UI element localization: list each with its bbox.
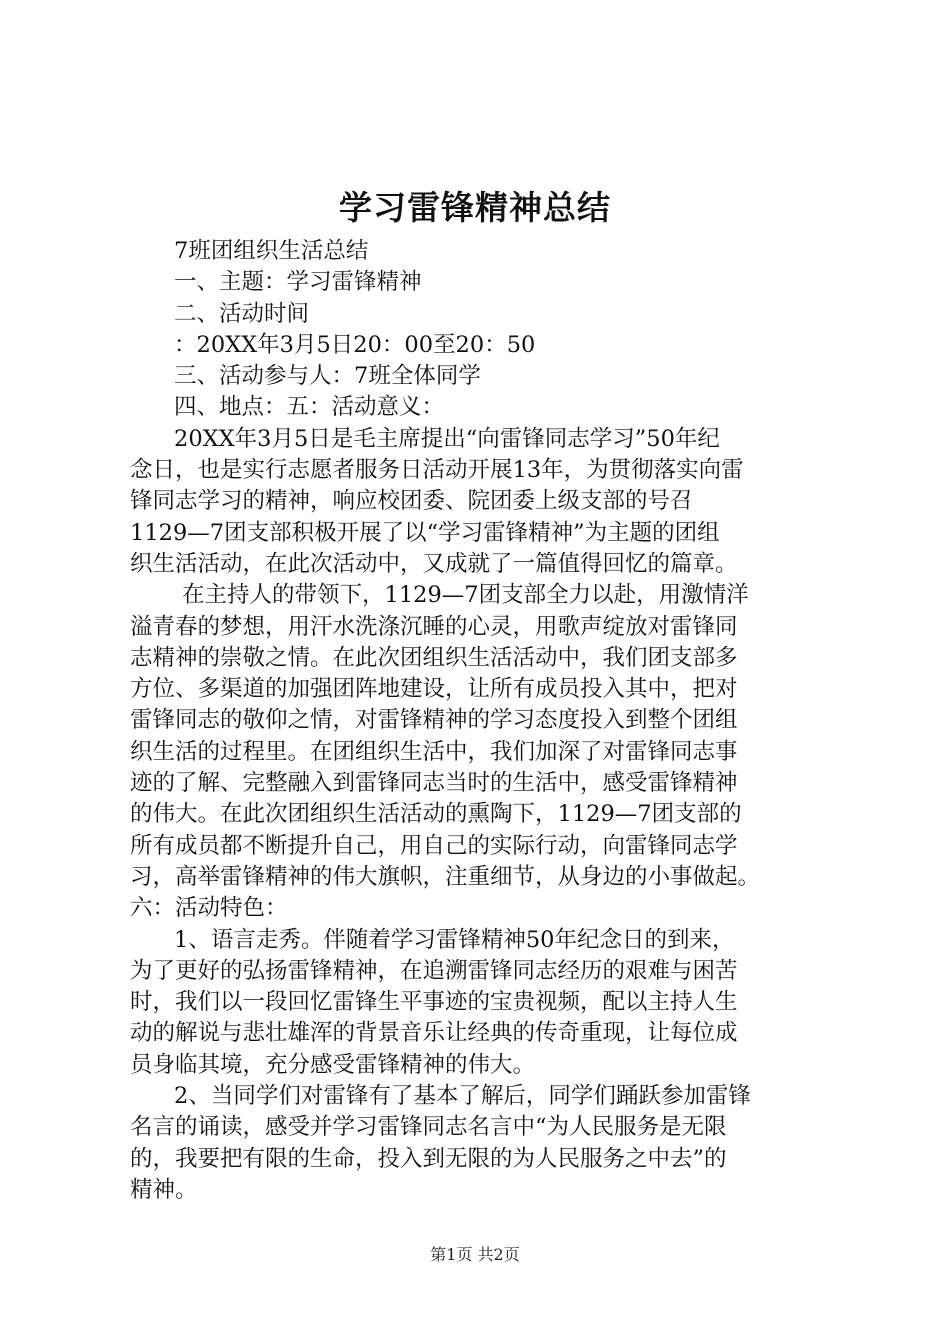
paragraph-line: 的伟大。在此次团组织生活活动的熏陶下，1129—7团支部的 bbox=[130, 801, 742, 828]
paragraph-line: 念日，也是实行志愿者服务日活动开展13年，为贯彻落实向雷 bbox=[130, 457, 744, 484]
paragraph-line: 所有成员都不断提升自己，用自己的实际行动，向雷锋同志学 bbox=[130, 832, 738, 859]
header-line: 一、主题：学习雷锋精神 bbox=[174, 269, 422, 296]
paragraph-line: 方位、多渠道的加强团阵地建设，让所有成员投入其中，把对 bbox=[130, 676, 738, 703]
header-line: 7班团组织生活总结 bbox=[174, 238, 369, 264]
paragraph-line: 动的解说与悲壮雄浑的背景音乐让经典的传奇重现，让每位成 bbox=[130, 1020, 738, 1047]
document-title: 学习雷锋精神总结 bbox=[339, 188, 611, 227]
paragraph-line: 溢青春的梦想，用汗水洗涤沉睡的心灵，用歌声绽放对雷锋同 bbox=[130, 613, 738, 640]
paragraph-line: 织生活的过程里。在团组织生活中，我们加深了对雷锋同志事 bbox=[130, 738, 738, 765]
paragraph-line: 在主持人的带领下，1129—7团支部全力以赴，用激情洋 bbox=[182, 582, 749, 609]
header-line: 三、活动参与人：7班全体同学 bbox=[174, 363, 481, 390]
paragraph-line: 迹的了解、完整融入到雷锋同志当时的生活中，感受雷锋精神 bbox=[130, 770, 738, 797]
header-line: 二、活动时间 bbox=[174, 300, 310, 327]
paragraph-line: 2、当同学们对雷锋有了基本了解后，同学们踊跃参加雷锋 bbox=[174, 1083, 751, 1110]
paragraph-line: 时，我们以一段回忆雷锋生平事迹的宝贵视频，配以主持人生 bbox=[130, 989, 738, 1016]
paragraph-line: 20XX年3月5日是毛主席提出“向雷锋同志学习”50年纪 bbox=[174, 425, 720, 452]
document-body bbox=[130, 236, 830, 1206]
paragraph-line: 名言的诵读，感受并学习雷锋同志名言中“为人民服务是无限 bbox=[130, 1114, 727, 1141]
paragraph-line: 1、语言走秀。伴随着学习雷锋精神50年纪念日的到来， bbox=[174, 926, 735, 953]
paragraph-line: 员身临其境，充分感受雷锋精神的伟大。 bbox=[130, 1051, 536, 1078]
paragraph-line: 为了更好的弘扬雷锋精神，在追溯雷锋同志经历的艰难与困苦 bbox=[130, 957, 738, 984]
header-line: ：20XX年3月5日20：00至20：50 bbox=[174, 331, 536, 358]
paragraph-line: 锋同志学习的精神，响应校团委、院团委上级支部的号召 bbox=[130, 488, 693, 515]
section-heading: 六：活动特色： bbox=[130, 895, 288, 922]
paragraph-line: 志精神的崇敬之情。在此次团组织生活活动中，我们团支部多 bbox=[130, 644, 738, 671]
paragraph-line: 精神。 bbox=[130, 1176, 198, 1203]
paragraph-line: 的，我要把有限的生命，投入到无限的为人民服务之中去”的 bbox=[130, 1145, 727, 1172]
header-line: 四、地点：五：活动意义： bbox=[174, 394, 445, 421]
page-footer: 第1页 共2页 bbox=[430, 1245, 520, 1264]
paragraph-line: 雷锋同志的敬仰之情，对雷锋精神的学习态度投入到整个团组 bbox=[130, 707, 738, 734]
paragraph-line: 1129—7团支部积极开展了以“学习雷锋精神”为主题的团组 bbox=[130, 519, 720, 546]
paragraph-line: 织生活活动，在此次活动中，又成就了一篇值得回忆的篇章。 bbox=[130, 550, 738, 577]
paragraph-line: 习，高举雷锋精神的伟大旗帜，注重细节，从身边的小事做起。 bbox=[130, 863, 761, 890]
